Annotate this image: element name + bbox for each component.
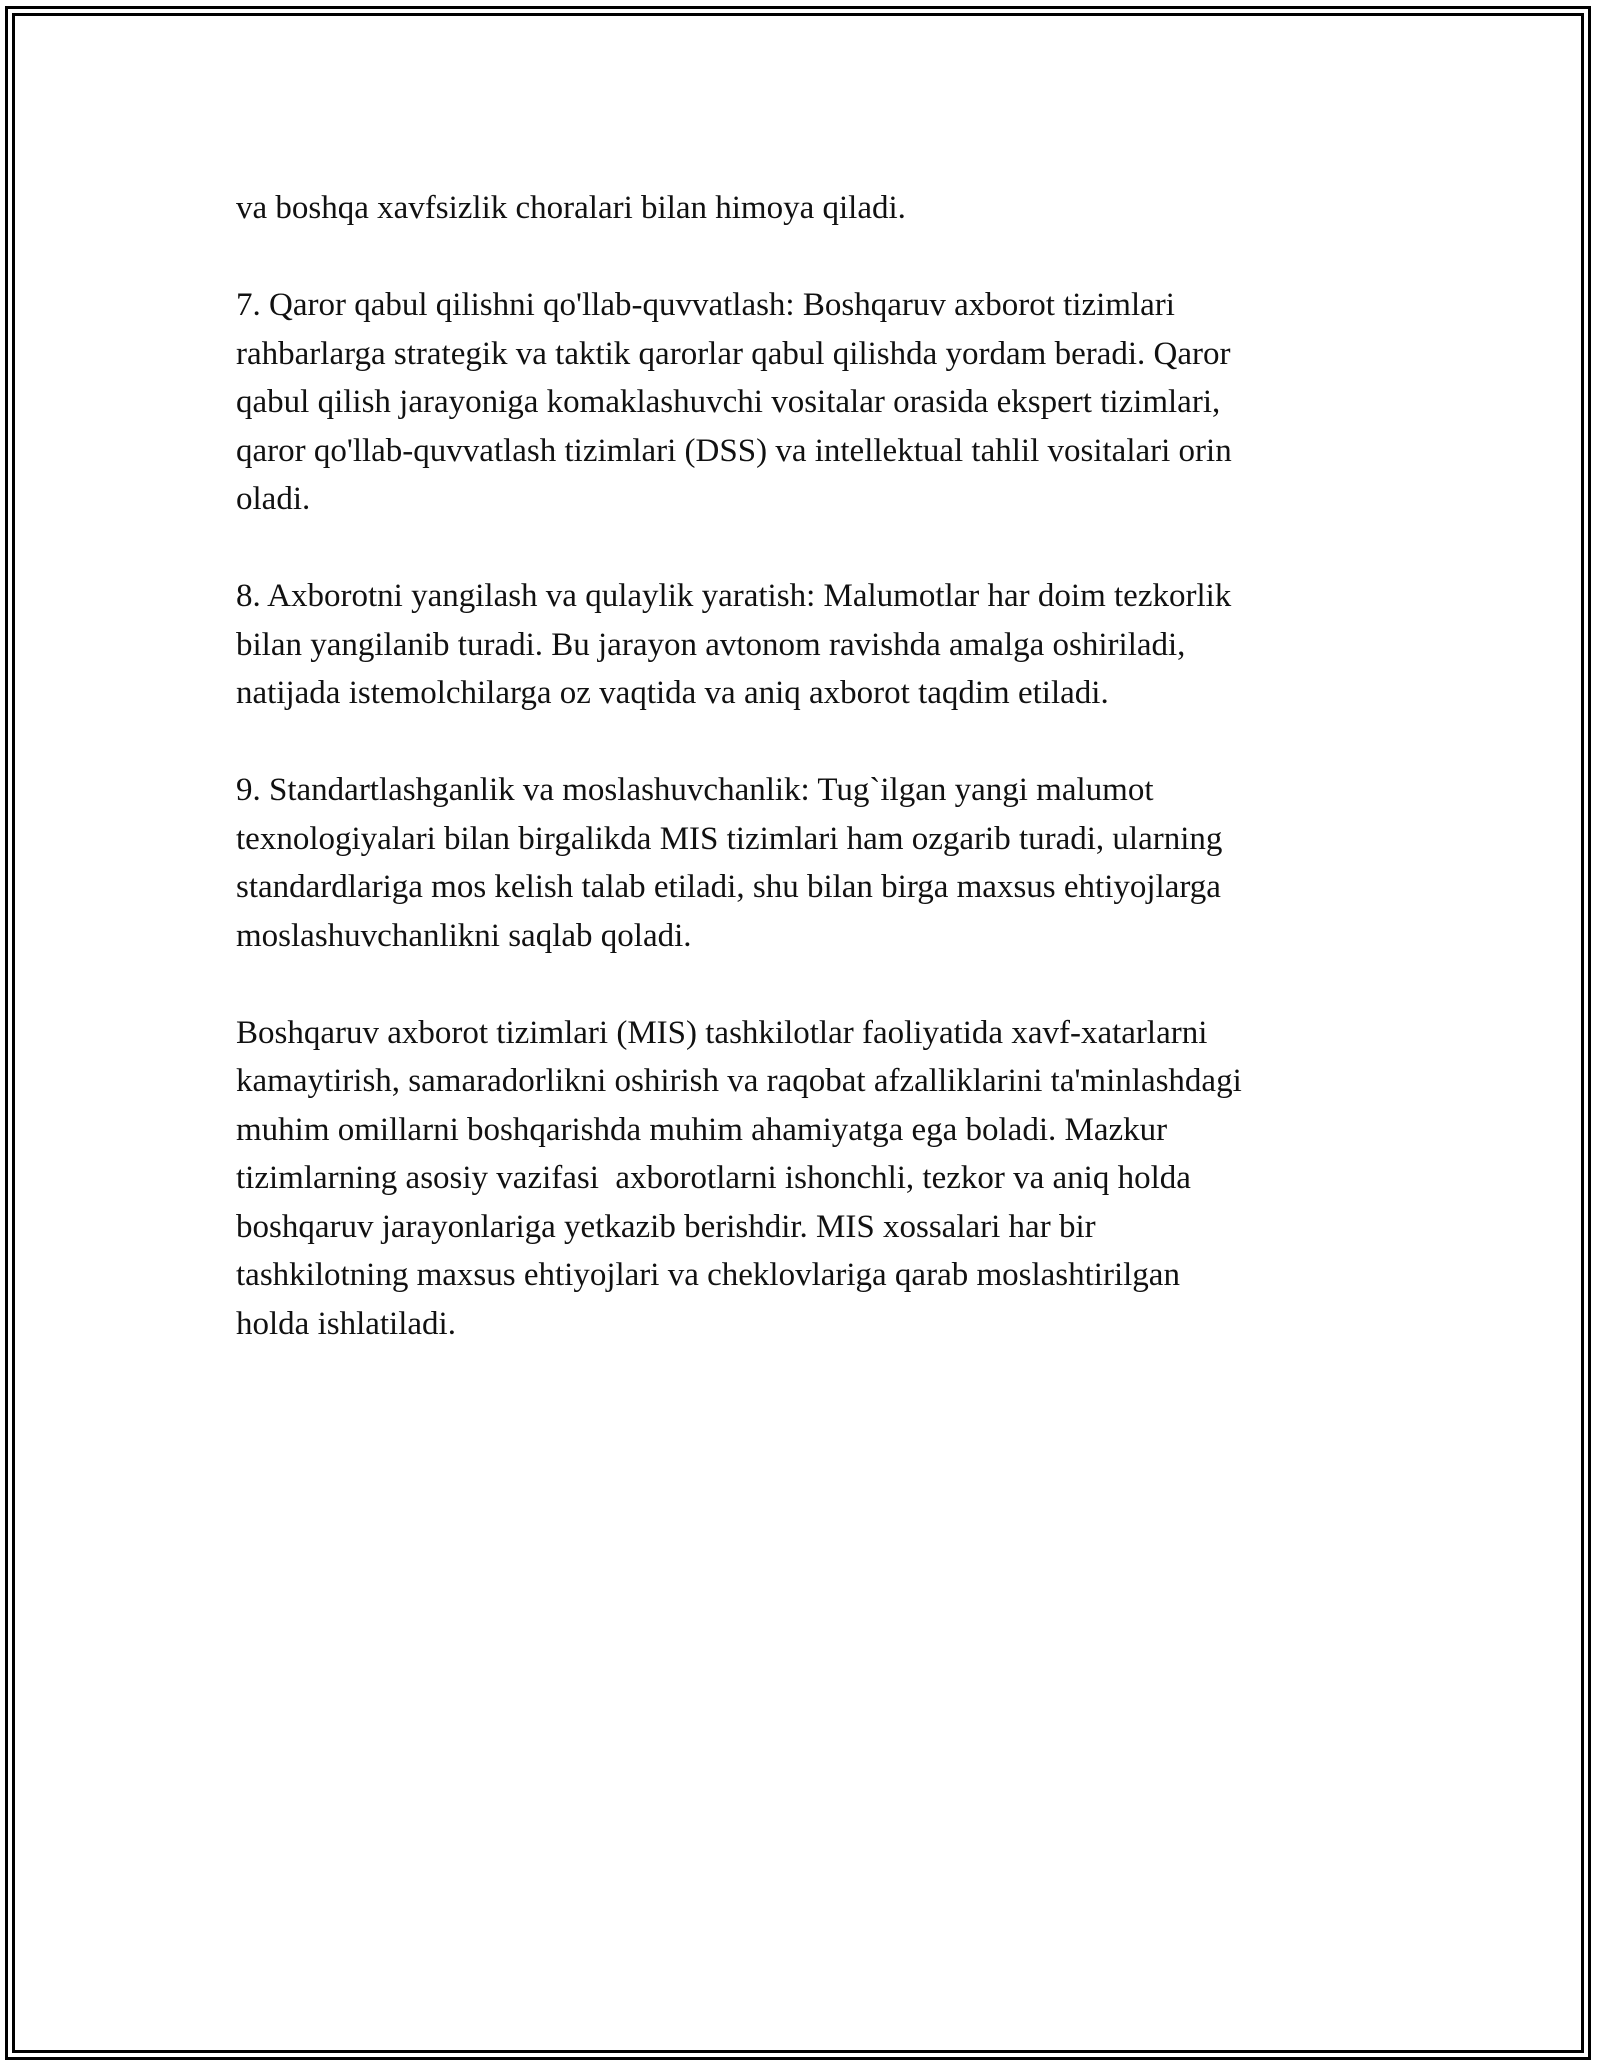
text-line: 7. Qaror qabul qilishni qo'llab-quvvatlash: Boshqaruv axborot tizimlari	[236, 287, 1175, 323]
text-line: 8. Axborotni yangilash va qulaylik yaratish: Malumotlar har doim tezkorlik	[236, 578, 1232, 614]
document-body	[236, 184, 1376, 1397]
text-line: qaror qo'llab-quvvatlash tizimlari (DSS) va intellektual tahlil vositalari orin	[236, 432, 1232, 469]
paragraph-item-8	[236, 572, 1376, 718]
text-line: texnologiyalari bilan birgalikda MIS tizimlari ham ozgarib turadi, ularning	[236, 820, 1223, 857]
paragraph-item-9	[236, 766, 1376, 960]
paragraph-item-7	[236, 281, 1376, 524]
text-line: boshqaruv jarayonlariga yetkazib berishdir. MIS xossalari har bir	[236, 1208, 1096, 1245]
text-line: tizimlarning asosiy vazifasi axborotlarni ishonchli, tezkor va aniq holda	[236, 1160, 1191, 1196]
text-line: moslashuvchanlikni saqlab qoladi.	[236, 917, 692, 954]
paragraph-continuation	[236, 184, 1376, 233]
text-line: standardlariga mos kelish talab etiladi, shu bilan birga maxsus ehtiyojlarga	[236, 869, 1221, 905]
text-line: kamaytirish, samaradorlikni oshirish va raqobat afzalliklarini ta'minlashdagi	[236, 1063, 1242, 1099]
paragraph-conclusion	[236, 1009, 1376, 1349]
text-line: 9. Standartlashganlik va moslashuvchanlik: Tug`ilgan yangi malumot	[236, 772, 1154, 808]
text-line: bilan yangilanib turadi. Bu jarayon avtonom ravishda amalga oshiriladi,	[236, 626, 1186, 663]
text-line: holda ishlatiladi.	[236, 1305, 456, 1342]
text-line: rahbarlarga strategik va taktik qarorlar qabul qilishda yordam beradi. Qaror	[236, 335, 1231, 372]
text-line: tashkilotning maxsus ehtiyojlari va cheklovlariga qarab moslashtirilgan	[236, 1257, 1180, 1293]
text-line: va boshqa xavfsizlik choralari bilan himoya qiladi.	[236, 190, 906, 226]
text-line: natijada istemolchilarga oz vaqtida va aniq axborot taqdim etiladi.	[236, 675, 1109, 711]
text-line: qabul qilish jarayoniga komaklashuvchi vositalar orasida ekspert tizimlari,	[236, 384, 1221, 420]
text-line: muhim omillarni boshqarishda muhim ahamiyatga ega boladi. Mazkur	[236, 1111, 1168, 1148]
text-line: Boshqaruv axborot tizimlari (MIS) tashkilotlar faoliyatida xavf-xatarlarni	[236, 1014, 1208, 1051]
text-line: oladi.	[236, 481, 311, 517]
